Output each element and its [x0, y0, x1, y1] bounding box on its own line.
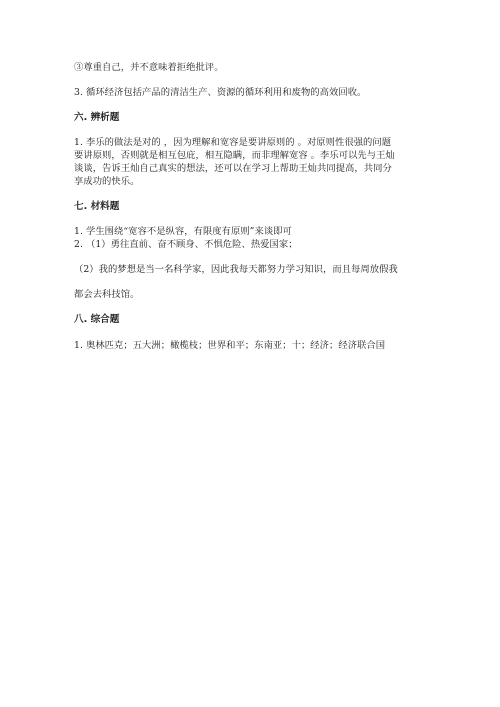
section-heading-7: 七. 材料题: [74, 201, 120, 212]
section6-line-2: 要讲原则，否则就是相互包庇，相互隐瞒，而非理解宽容 。李乐可以先与王灿: [74, 150, 395, 161]
section7-line-1: 1. 学生围绕“宽容不是纵容，有限度有原则”来谈即可: [74, 226, 292, 237]
section6-line-1: 1. 李乐的做法是对的 ，因为理解和宽容是要讲原则的 。对原则性很强的问题: [74, 137, 392, 148]
answer-question-3: 3. 循环经济包括产品的清洁生产、资源的循环利用和废物的高效回收。: [74, 87, 367, 98]
section6-line-3: 谈谈，告诉王灿自己真实的想法，还可以在学习上帮助王灿共同提高，共同分: [74, 163, 392, 174]
section7-line-2: 2. （1）勇往直前、奋不顾身、不惧危险、热爱国家；: [74, 239, 298, 250]
section8-line-1: 1. 奥林匹克；五大洲；橄榄枝；世界和平；东南亚；十；经济；经济联合国: [74, 340, 386, 351]
section-heading-6: 六. 辨析题: [74, 112, 120, 123]
section7-line-4: 都会去科技馆。: [74, 289, 140, 300]
answer-item-3: ③尊重自己，并不意味着拒绝批评。: [74, 62, 224, 73]
section-heading-8: 八. 综合题: [74, 314, 120, 325]
section6-line-4: 享成功的快乐。: [74, 176, 140, 187]
section7-line-3: （2）我的梦想是当一名科学家，因此我每天都努力学习知识，而且每周放假我: [74, 264, 398, 275]
